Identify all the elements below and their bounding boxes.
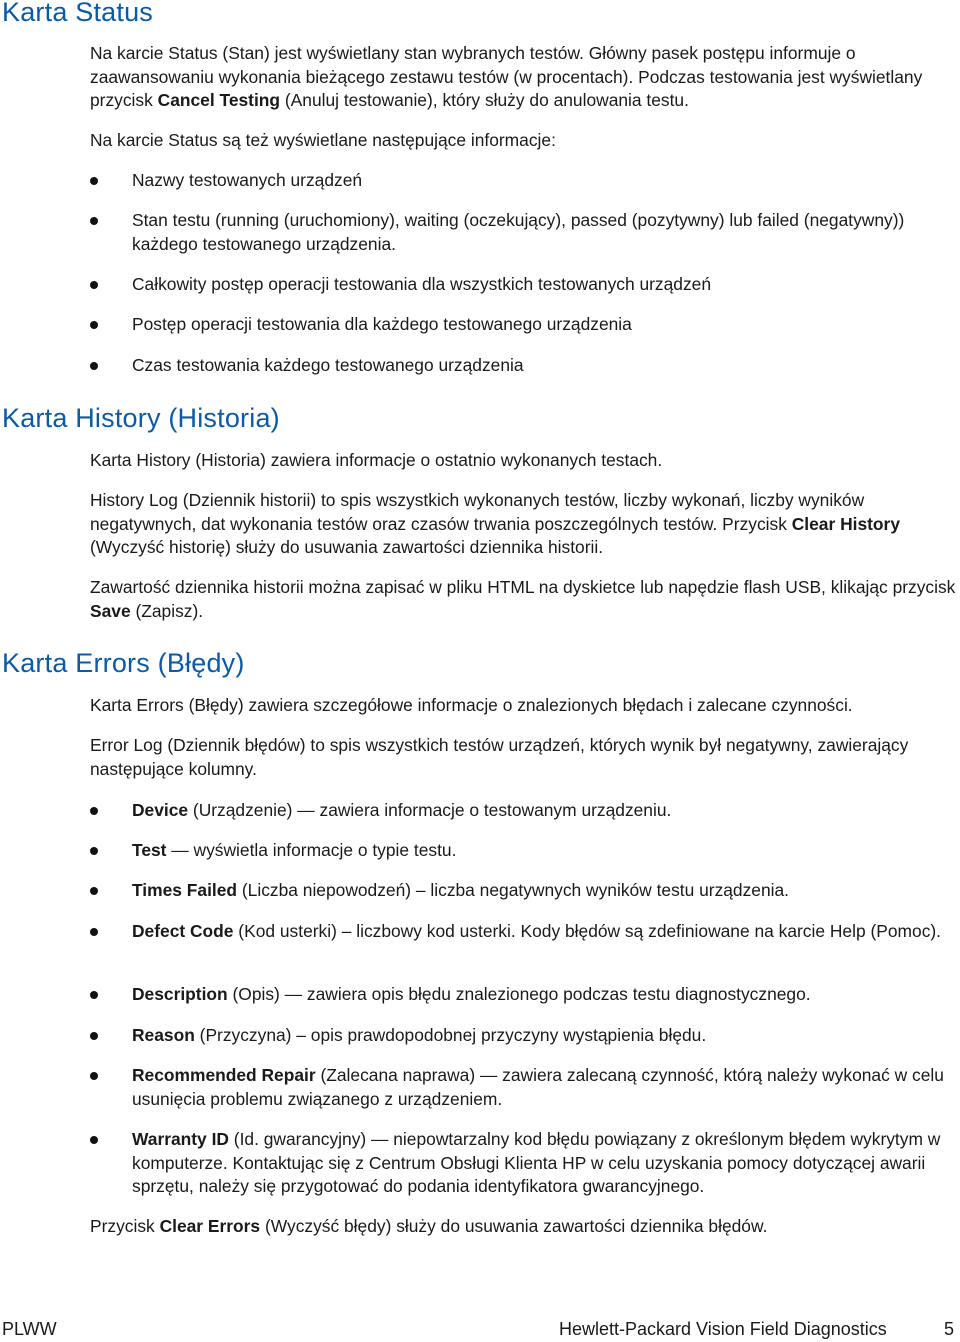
bullet-icon: [90, 847, 98, 855]
footer-locale: PLWW: [2, 1319, 57, 1339]
bullet-icon: [90, 1136, 98, 1144]
history-paragraph-3: Zawartość dziennika historii można zapisać w pliku HTML na dyskietce lub napędzie flash USB, klikając przycisk Save (Zapisz).: [90, 577, 956, 621]
cancel-testing-term: Cancel Testing: [157, 90, 281, 110]
bullet-icon: [90, 1032, 98, 1040]
clear-history-term: Clear History: [791, 513, 900, 534]
bullet-icon: [90, 177, 98, 185]
footer-page-number: 5: [944, 1319, 955, 1339]
heading-history: Karta History (Historia): [2, 403, 280, 433]
bullet-icon: [90, 991, 98, 999]
history-paragraph-2: History Log (Dziennik historii) to spis wszystkich wykonanych testów, liczby wykonań, liczby wyników negatywnych, dat wykonania testów oraz czasów trwania poszczególnych testów. Przycisk Clear History (Wyczyść historię) służy do usuwania zawartości dziennika historii.: [90, 490, 900, 557]
document-page: Karta Status Na karcie Status (Stan) jest wyświetlany stan wybranych testów. Główny pasek postępu informuje o zaawansowaniu wykonania bieżącego zestawu testów (w procentach). Podczas testowania jest wyświetlany przycisk Cancel Testing (Anuluj testowanie), który służy do anulowania testu. Na karcie Status są też wyświetlane następujące informacje: Nazwy testowanych urządzeń Stan testu (running (uruchomiony), waiting (oczekujący), passed (pozytywny) lub failed (negatywny)) każdego testowanego urządzenia. Całkowity postęp operacji testowania dla wszystkich testowanych urządzeń Postęp operacji testowania dla każdego testowanego urządzenia Czas testowania każdego testowanego urządzenia Karta History (Historia) Karta History (Historia) zawiera informacje o ostatnio wykonanych testach. History Log (Dziennik historii) to spis wszystkich wykonanych testów, liczby wykonań, liczby wyników negatywnych, dat wykonania testów oraz czasów trwania poszczególnych testów. Przycisk Clear History (Wyczyść historię) służy do usuwania zawartości dziennika historii. Zawartość dziennika historii można zapisać w pliku HTML na dyskietce lub napędzie flash USB, klikając przycisk Save (Zapisz). Karta Errors (Błędy) Karta Errors (Błędy) zawiera szczegółowe informacje o znalezionych błędach i zalecane czynności. Error Log (Dziennik błędów) to spis wszystkich testów urządzeń, których wynik był negatywny, zawierający następujące kolumny. Device (Urządzenie) — zawiera informacje o testowanym urządzeniu. Test — wyświetla informacje o typie testu. Times Failed (Liczba niepowodzeń) – liczba negatywnych wyników testu urządzenia. Defect Code (Kod usterki) – liczbowy kod usterki. Kody błędów są zdefiniowane na karcie Help (Pomoc). Description (Opis) — zawiera opis błędu znalezionego podczas testu diagnostycznego. Reason (Przyczyna) – opis prawdopodobnej przyczyny wystąpienia błędu. Recommended Repair (Zalecana naprawa) — zawiera zalecaną czynność, którą należy wykonać w celu usunięcia problemu związanego z urządzeniem. Warranty ID (Id. gwarancyjny) — niepowtarzalny kod błędu powiązany z określonym błędem wykrytym w komputerze. Kontaktując się z Centrum Obsługi Klienta HP w celu uzyskania pomocy dotyczącej awarii sprzętu, należy się przygotować do podania identyfikatora gwarancyjnego. Przycisk Clear Errors (Wyczyść błędy) służy do usuwania zawartości dziennika błędów. PLWW Hewlett-Packard Vision Field Diagnostics 5: [0, 0, 960, 1342]
heading-status: Karta Status: [2, 0, 153, 27]
errors-paragraph-1: Karta Errors (Błędy) zawiera szczegółowe informacje o znalezionych błędach i zalecane czynności.: [90, 695, 853, 715]
errors-paragraph-2: Error Log (Dziennik błędów) to spis wszystkich testów urządzeń, których wynik był negatywny, zawierający następujące kolumny.: [90, 735, 909, 779]
footer-title: Hewlett-Packard Vision Field Diagnostics: [559, 1319, 887, 1339]
bullet-icon: [90, 217, 98, 225]
bullet-icon: [90, 887, 98, 895]
status-paragraph-1: Na karcie Status (Stan) jest wyświetlany stan wybranych testów. Główny pasek postępu informuje o zaawansowaniu wykonania bieżącego zestawu testów (w procentach). Podczas testowania jest wyświetlany przycisk Cancel Testing (Anuluj testowanie), który służy do anulowania testu.: [90, 43, 923, 110]
bullet-icon: [90, 807, 98, 815]
bullet-icon: [90, 1072, 98, 1080]
bullet-icon: [90, 928, 98, 936]
bullet-icon: [90, 362, 98, 370]
clear-errors-term: Clear Errors: [159, 1216, 261, 1236]
bullet-icon: [90, 281, 98, 289]
status-paragraph-2: Na karcie Status są też wyświetlane następujące informacje:: [90, 130, 556, 150]
heading-errors: Karta Errors (Błędy): [2, 648, 245, 678]
history-paragraph-1: Karta History (Historia) zawiera informacje o ostatnio wykonanych testach.: [90, 450, 663, 470]
errors-paragraph-3: Przycisk Clear Errors (Wyczyść błędy) służy do usuwania zawartości dziennika błędów.: [90, 1216, 768, 1236]
save-term: Save: [90, 600, 131, 621]
bullet-icon: [90, 321, 98, 329]
